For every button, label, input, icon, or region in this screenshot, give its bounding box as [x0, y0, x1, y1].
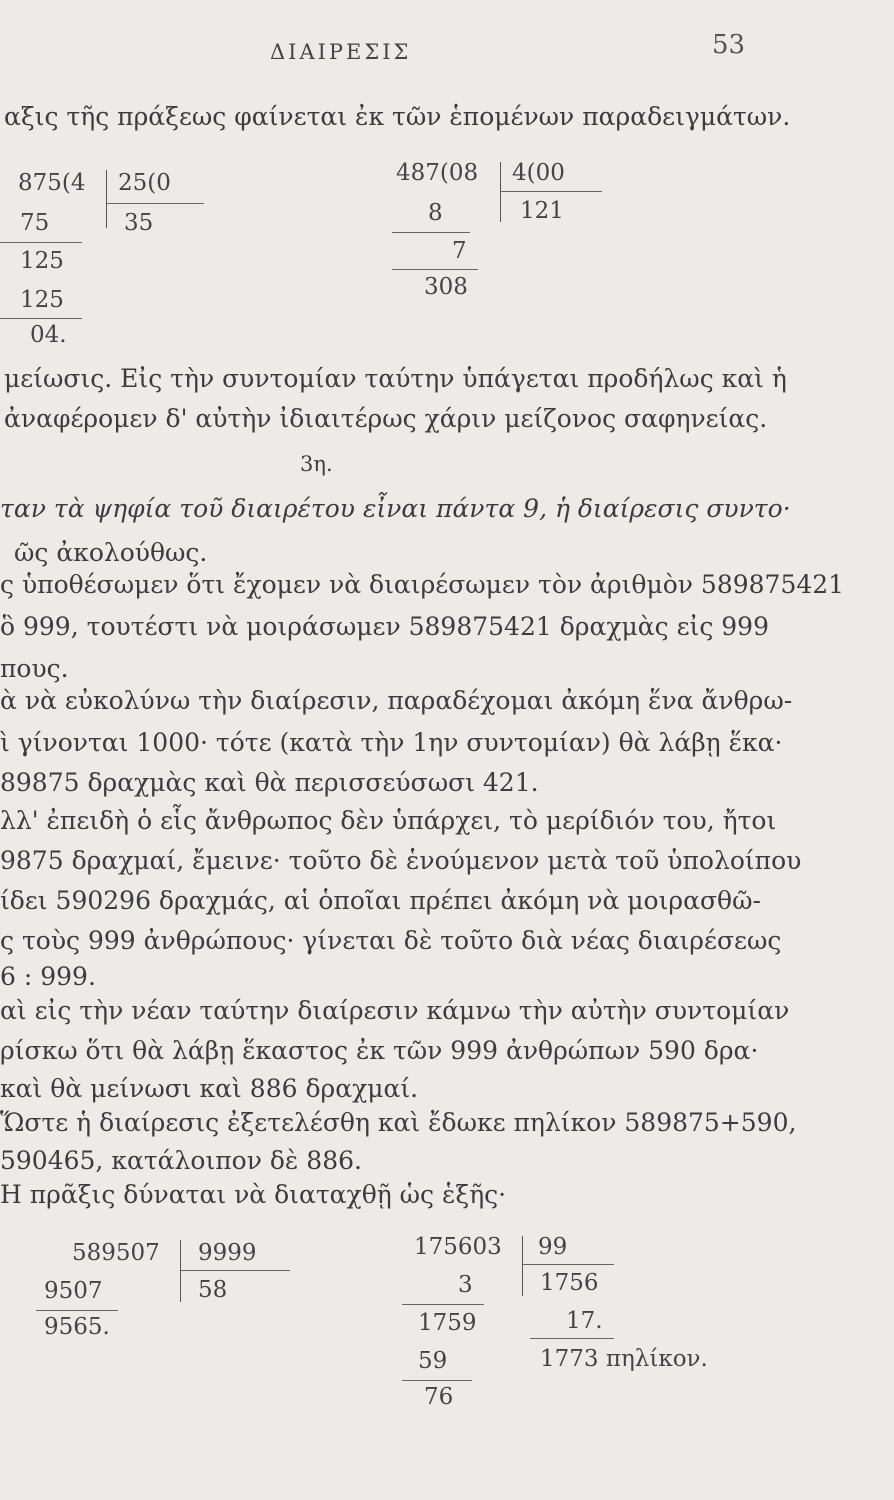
divisor: 99	[538, 1234, 568, 1260]
quotient-result: 1773 πηλίκον.	[540, 1346, 708, 1372]
remainder: 308	[424, 274, 468, 300]
divisor-underline	[522, 1264, 614, 1265]
remainder: 9565.	[44, 1314, 110, 1340]
step-value: 125	[20, 248, 64, 274]
step-rule	[0, 318, 82, 319]
divisor: 4(00	[512, 160, 565, 186]
divisor: 25(0	[118, 170, 171, 196]
text-line: λλ' ἐπειδὴ ὁ εἷς ἄνθρωπος δὲν ὑπάρχει, τὸ μερίδιόν του, ἤτοι	[0, 806, 777, 835]
division-bar	[180, 1240, 181, 1302]
quotient: 35	[124, 210, 154, 236]
quotient-step: 17.	[566, 1308, 603, 1334]
text-line: Ὥστε ἡ διαίρεσις ἐξετελέσθη καὶ ἔδωκε πηλίκον 589875+590,	[0, 1108, 797, 1137]
text-line: ίδει 590296 δραχμάς, αἱ ὁποῖαι πρέπει ἀκόμη νὰ μοιρασθῶ-	[0, 886, 761, 915]
step-value: 7	[452, 238, 467, 264]
divisor: 9999	[198, 1240, 257, 1266]
step-value: 75	[20, 210, 50, 236]
step-rule	[36, 1310, 118, 1311]
page-number: 53	[712, 30, 746, 60]
step-rule	[402, 1380, 472, 1381]
quotient: 58	[198, 1277, 228, 1303]
text-line: αὶ εἰς τὴν νέαν ταύτην διαίρεσιν κάμνω τὴν αὐτὴν συντομίαν	[0, 996, 790, 1025]
text-line: ῶς ἀκολούθως.	[14, 538, 208, 567]
division-bar	[522, 1236, 523, 1296]
text-line: ς τοὺς 999 ἀνθρώπους· γίνεται δὲ τοῦτο διὰ νέας διαιρέσεως	[0, 926, 782, 955]
step-value: 1759	[418, 1310, 477, 1336]
dividend: 589507	[72, 1240, 160, 1266]
divisor-underline	[180, 1270, 290, 1271]
quotient: 121	[520, 198, 564, 224]
intro-line: αξις τῆς πράξεως φαίνεται ἐκ τῶν ἑπομένων παραδειγμάτων.	[4, 102, 791, 131]
division-bar	[500, 162, 501, 222]
text-line: 590465, κατάλοιπον δὲ 886.	[0, 1146, 362, 1175]
text-line: ἀναφέρομεν δ' αὐτὴν ἰδιαιτέρως χάριν μείζονος σαφηνείας.	[4, 404, 768, 433]
remainder: 76	[424, 1384, 454, 1410]
running-head: ΔΙΑΙΡΕΣΙΣ	[270, 40, 412, 64]
step-rule	[530, 1338, 614, 1339]
text-line: ὰ νὰ εὐκολύνω τὴν διαίρεσιν, παραδέχομαι ἀκόμη ἕνα ἄνθρω-	[0, 686, 793, 715]
text-line: πους.	[0, 654, 69, 683]
text-line: 9875 δραχμαί, ἔμεινε· τοῦτο δὲ ἑνούμενον μετὰ τοῦ ὑπολοίπου	[0, 846, 802, 875]
text-line: ς ὑποθέσωμεν ὅτι ἔχομεν νὰ διαιρέσωμεν τὸν ἀριθμὸν 589875421	[0, 570, 845, 599]
text-line: ὃ 999, τουτέστι νὰ μοιράσωμεν 589875421 δραχμὰς εἰς 999	[0, 612, 769, 641]
text-line: Η πρᾶξις δύναται νὰ διαταχθῇ ὡς ἑξῆς·	[0, 1180, 507, 1209]
step-rule	[392, 269, 478, 270]
text-line: 89875 δραχμὰς καὶ θὰ περισσεύσωσι 421.	[0, 768, 539, 797]
step-value: 59	[418, 1348, 448, 1374]
step-rule	[0, 242, 82, 243]
text-line: καὶ θὰ μείνωσι καὶ 886 δραχμαί.	[0, 1074, 419, 1103]
text-line: ὶ γίνονται 1000· τότε (κατὰ τὴν 1ην συντομίαν) θὰ λάβῃ ἕκα·	[0, 728, 783, 757]
text-line: μείωσις. Εἰς τὴν συντομίαν ταύτην ὑπάγεται προδήλως καὶ ἡ	[4, 364, 787, 393]
section-heading: 3η.	[300, 452, 333, 476]
quotient-step: 1756	[540, 1270, 599, 1296]
step-rule	[392, 232, 470, 233]
step-value: 8	[428, 200, 443, 226]
step-value: 125	[20, 287, 64, 313]
dividend: 175603	[414, 1234, 502, 1260]
divisor-underline	[106, 203, 204, 204]
dividend: 487(08	[396, 160, 479, 186]
text-line: ταν τὰ ψηφία τοῦ διαιρέτου εἶναι πάντα 9, ἡ διαίρεσις συντο·	[0, 494, 791, 523]
text-line: 6 : 999.	[0, 962, 96, 991]
text-line: ρίσκω ὅτι θὰ λάβῃ ἕκαστος ἐκ τῶν 999 ἀνθρώπων 590 δρα·	[0, 1036, 759, 1065]
step-value: 9507	[44, 1278, 103, 1304]
division-bar	[106, 170, 107, 228]
step-value: 3	[458, 1272, 473, 1298]
divisor-underline	[500, 191, 602, 192]
step-rule	[402, 1304, 484, 1305]
remainder: 04.	[30, 322, 67, 348]
dividend: 875(4	[18, 170, 86, 196]
